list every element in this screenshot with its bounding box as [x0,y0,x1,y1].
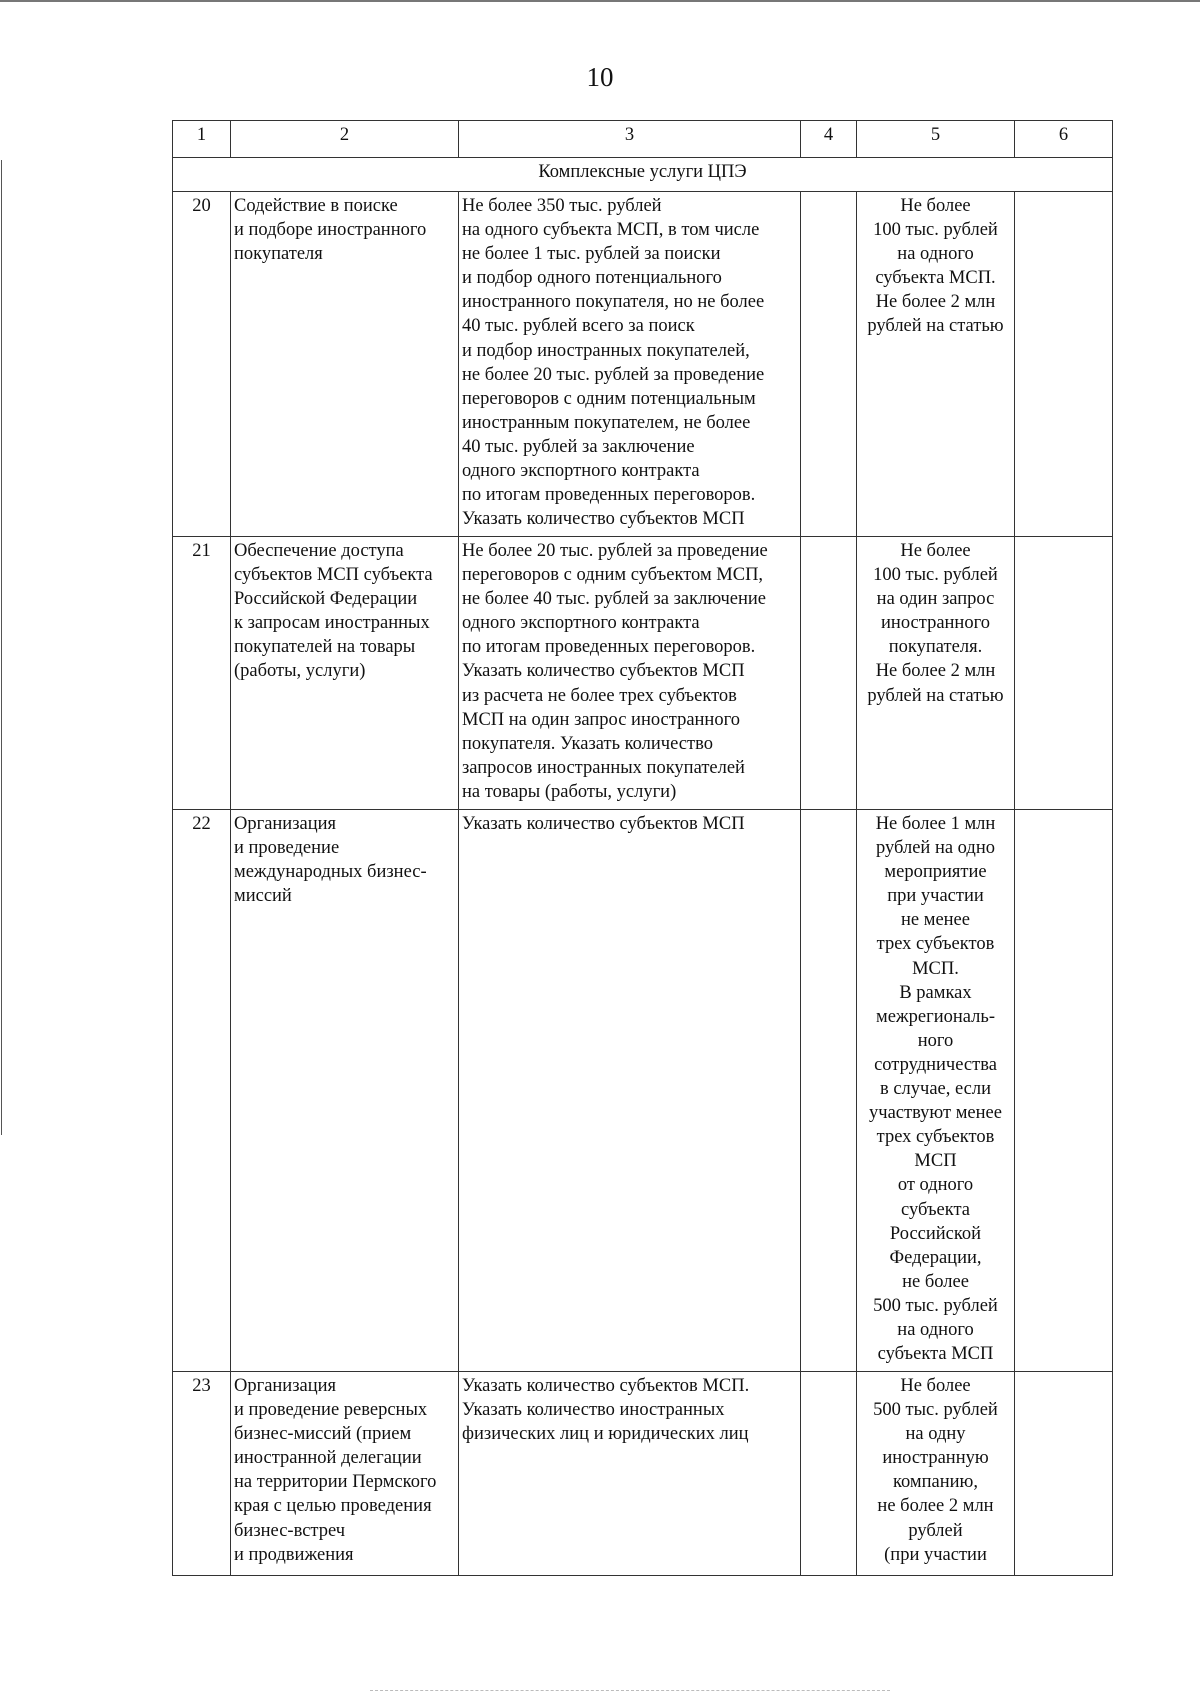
cost-limit-line: 500 тыс. рублей [873,1295,998,1316]
service-conditions-line: Указать количество субъектов МСП. [462,1376,750,1396]
cost-limit-line: не более [902,1271,969,1292]
service-conditions-line: иностранным покупателем, не более [462,412,751,433]
cost-limit-line: на один запрос [876,589,995,610]
table-row [173,192,1113,537]
service-conditions-line: по итогам проведенных переговоров. [462,485,756,506]
col4-cell [801,1372,857,1576]
cost-limit-line: компанию, [892,1472,978,1493]
service-name-line: покупателя [234,244,323,265]
service-conditions-line: покупателя. Указать количество [462,733,713,754]
service-name [231,192,459,537]
service-name-line: иностранной делегации [234,1448,422,1469]
service-conditions-line: МСП на один запрос иностранного [462,709,740,730]
cost-limit-line: В рамках [899,982,972,1003]
service-name-line: на территории Пермского [234,1472,437,1493]
cost-limit-line: участвуют менее [869,1103,1002,1124]
cost-limit [857,1372,1015,1576]
col4-cell [801,192,857,537]
services-table [172,120,1113,1576]
cost-limit-line: рублей на статью [867,685,1004,706]
service-conditions-line: одного экспортного контракта [462,461,700,482]
service-conditions [459,1372,801,1576]
row-number: 20 [173,192,231,537]
cost-limit-line: при участии [887,886,984,907]
cost-limit-line: Не более 2 млн [875,661,996,682]
col4-cell [801,810,857,1372]
table-row [173,810,1113,1372]
service-name-line: миссий [234,886,292,907]
header-cell: 4 [801,121,857,158]
cost-limit-line: покупателя. [888,637,983,658]
row-number: 22 [173,810,231,1372]
cost-limit-line: МСП [914,1151,957,1172]
table-body [173,192,1113,1576]
service-conditions-line: физических лиц и юридических лиц [462,1424,749,1445]
header-cell: 3 [459,121,801,158]
service-name-line: Обеспечение доступа [234,541,404,561]
scan-left-edge [1,160,2,1135]
cost-limit-line: рублей на одно [876,838,995,859]
cost-limit-line: 500 тыс. рублей [873,1400,998,1421]
service-name-line: к запросам иностранных [234,613,430,634]
service-conditions-line: 40 тыс. рублей за заключение [462,436,695,457]
service-conditions-line: Указать количество субъектов МСП [462,509,745,530]
service-conditions-line: 40 тыс. рублей всего за поиск [462,316,695,337]
cost-limit-line: на одного [897,1319,974,1340]
service-name-line: Содействие в поиске [234,196,398,216]
service-conditions-line: на одного субъекта МСП, в том числе [462,220,760,241]
service-name [231,810,459,1372]
service-conditions [459,810,801,1372]
service-conditions [459,537,801,810]
col6-cell [1015,1372,1113,1576]
service-name-line: (работы, услуги) [234,661,366,682]
cost-limit-line: рублей [908,1520,963,1541]
service-name-line: края с целью проведения [234,1496,432,1517]
cost-limit-line: Не более [900,1376,971,1396]
col6-cell [1015,192,1113,537]
service-name-line: Организация [234,814,337,834]
service-name [231,537,459,810]
col4-cell [801,537,857,810]
service-name-line: бизнес-миссий (прием [234,1424,412,1445]
cost-limit-line: (при участии [884,1544,987,1565]
service-conditions-line: и подбор одного потенциального [462,268,722,289]
service-name-line: и проведение реверсных [234,1400,428,1421]
header-cell: 1 [173,121,231,158]
cost-limit-line: трех субъектов [876,1127,995,1148]
service-name-line: международных бизнес- [234,862,427,883]
service-conditions-line: не более 1 тыс. рублей за поиски [462,244,721,265]
service-conditions-line: Указать количество субъектов МСП [462,814,745,834]
service-conditions-line: Не более 350 тыс. рублей [462,196,662,216]
cost-limit [857,192,1015,537]
service-name-line: Российской Федерации [234,589,418,610]
service-conditions-line: Не более 20 тыс. рублей за проведение [462,541,768,561]
cost-limit-line: в случае, если [879,1079,992,1100]
service-conditions-line: одного экспортного контракта [462,613,700,634]
header-row [173,121,1113,158]
service-conditions-line: не более 40 тыс. рублей за заключение [462,589,766,610]
service-name-line: и подборе иностранного [234,220,427,241]
cost-limit-line: субъекта МСП [877,1344,994,1365]
service-conditions-line: Указать количество иностранных [462,1400,725,1421]
service-conditions-line: не более 20 тыс. рублей за проведение [462,364,765,385]
service-name [231,1372,459,1576]
cost-limit-line: иностранного [881,613,990,634]
cost-limit-line: ного [917,1030,954,1051]
col6-cell [1015,810,1113,1372]
service-conditions [459,192,801,537]
cost-limit-line: от одного [897,1175,974,1196]
cost-limit-line: межрегиональ- [875,1006,995,1027]
cost-limit-line: Не более 2 млн [875,292,996,313]
header-cell: 6 [1015,121,1113,158]
scan-bottom-mark [370,1690,890,1692]
cost-limit [857,537,1015,810]
service-name-line: субъектов МСП субъекта [234,565,433,586]
cost-limit-line: субъекта [901,1199,970,1220]
service-conditions-line: запросов иностранных покупателей [462,757,745,778]
page-number: 10 [586,62,614,92]
table-row [173,1372,1113,1576]
cost-limit-line: Не более [900,196,971,216]
cost-limit-line: рублей на статью [867,316,1004,337]
section-row [173,158,1113,192]
cost-limit [857,810,1015,1372]
cost-limit-line: сотрудничества [874,1054,997,1075]
cost-limit-line: Российской [889,1223,982,1244]
cost-limit-line: 100 тыс. рублей [873,565,998,586]
cost-limit-line: не менее [901,910,970,931]
service-name-line: бизнес-встреч [234,1520,346,1541]
cost-limit-line: 100 тыс. рублей [873,220,998,241]
service-conditions-line: иностранного покупателя, но не более [462,292,765,313]
cost-limit-line: МСП. [912,958,959,979]
cost-limit-line: иностранную [882,1448,989,1469]
service-conditions-line: по итогам проведенных переговоров. [462,637,756,658]
service-conditions-line: переговоров с одним субъектом МСП, [462,565,764,586]
service-name-line: Организация [234,1376,337,1396]
cost-limit-line: на одного [897,244,974,265]
cost-limit-line: на одну [905,1424,966,1445]
cost-limit-line: субъекта МСП. [875,268,996,289]
section-title: Комплексные услуги ЦПЭ [173,158,1113,192]
cost-limit-line: мероприятие [884,862,987,883]
cost-limit-line: Не более 1 млн [875,814,996,834]
service-conditions-line: и подбор иностранных покупателей, [462,340,750,361]
service-conditions-line: Указать количество субъектов МСП [462,661,745,682]
service-conditions-line: переговоров с одним потенциальным [462,388,756,409]
header-cell: 2 [231,121,459,158]
service-name-line: покупателей на товары [234,637,416,658]
service-name-line: и продвижения [234,1544,354,1565]
table-row [173,537,1113,810]
cost-limit-line: Федерации, [889,1247,982,1268]
cost-limit-line: не более 2 млн [877,1496,994,1517]
scan-top-edge [0,0,1200,2]
cost-limit-line: Не более [900,541,971,561]
header-cell: 5 [857,121,1015,158]
service-name-line: и проведение [234,838,340,859]
service-conditions-line: из расчета не более трех субъектов [462,685,737,706]
col6-cell [1015,537,1113,810]
row-number: 23 [173,1372,231,1576]
service-conditions-line: на товары (работы, услуги) [462,781,677,802]
row-number: 21 [173,537,231,810]
cost-limit-line: трех субъектов [876,934,995,955]
